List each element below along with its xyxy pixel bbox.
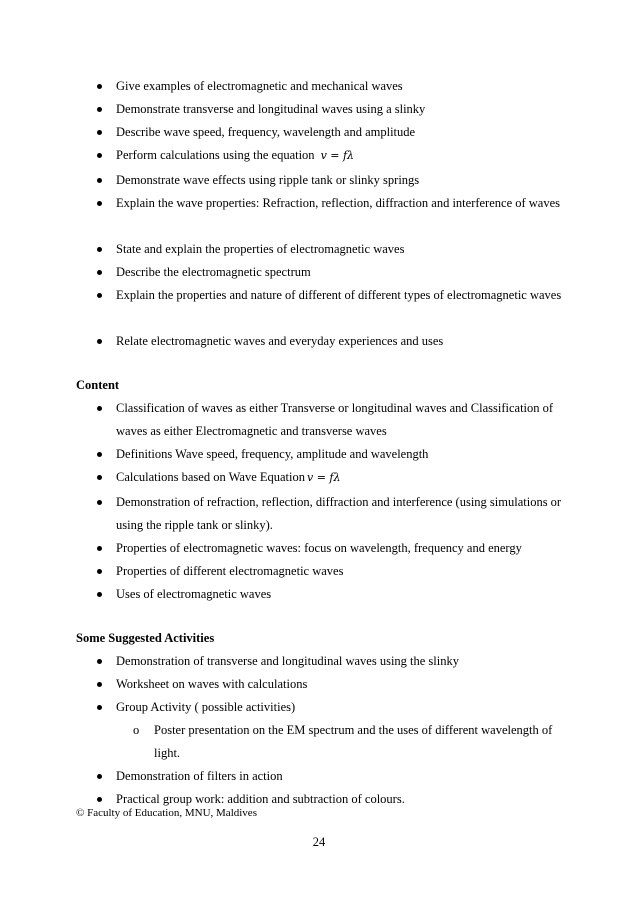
bullet-icon (97, 293, 102, 298)
activities-list (0, 650, 638, 811)
bullet-icon (97, 500, 102, 505)
list-item: State and explain the properties of electromagnetic waves (0, 238, 638, 261)
list-item: Group Activity ( possible activities) (0, 696, 638, 719)
bullet-icon (97, 546, 102, 551)
bullet-icon (97, 270, 102, 275)
list-item: Calculations based on Wave Equation v = fλ (0, 466, 638, 491)
list-item: Demonstration of refraction, reflection, diffraction and interference (using simulations or using the ripple tank or slinky). (0, 491, 638, 537)
list-item: Explain the properties and nature of different of different types of electromagnetic waves (0, 284, 638, 330)
list-item: Describe wave speed, frequency, wavelength and amplitude (0, 121, 638, 144)
wave-equation: v = fλ (307, 471, 341, 484)
bullet-icon (97, 178, 102, 183)
list-item: Classification of waves as either Transverse or longitudinal waves and Classification of waves as either Electromagnetic and transverse waves (0, 397, 638, 443)
list-item: Practical group work: addition and subtraction of colours. (0, 788, 638, 811)
list-item: Demonstration of filters in action (0, 765, 638, 788)
sub-list-item: o Poster presentation on the EM spectrum and the uses of different wavelength of light. (0, 719, 638, 765)
bullet-icon (97, 247, 102, 252)
bullet-icon (97, 452, 102, 457)
bullet-icon (97, 569, 102, 574)
bullet-icon (97, 130, 102, 135)
list-item: Give examples of electromagnetic and mechanical waves (0, 75, 638, 98)
objectives-list (0, 75, 638, 353)
bullet-icon (97, 153, 102, 158)
bullet-icon (97, 797, 102, 802)
copyright-footer: © Faculty of Education, MNU, Maldives (76, 807, 257, 819)
list-item: Demonstration of transverse and longitudinal waves using the slinky (0, 650, 638, 673)
bullet-icon (97, 107, 102, 112)
list-item: Properties of different electromagnetic waves (0, 560, 638, 583)
content-list (0, 397, 638, 606)
list-item: Definitions Wave speed, frequency, amplitude and wavelength (0, 443, 638, 466)
list-item: Explain the wave properties: Refraction, reflection, diffraction and interference of waves (0, 192, 638, 238)
bullet-icon (97, 84, 102, 89)
activities-heading: Some Suggested Activities (76, 631, 215, 645)
list-item: Worksheet on waves with calculations (0, 673, 638, 696)
list-item: Demonstrate wave effects using ripple tank or slinky springs (0, 169, 638, 192)
list-item: Describe the electromagnetic spectrum (0, 261, 638, 284)
sub-bullet-icon: o (133, 723, 140, 737)
bullet-icon (97, 682, 102, 687)
bullet-icon (97, 774, 102, 779)
bullet-icon (97, 705, 102, 710)
bullet-icon (97, 475, 102, 480)
page-number: 24 (312, 835, 326, 849)
list-item: Uses of electromagnetic waves (0, 583, 638, 606)
wave-equation: v = fλ (320, 149, 355, 162)
bullet-icon (97, 592, 102, 597)
list-item: Relate electromagnetic waves and everyday experiences and uses (0, 330, 638, 353)
bullet-icon (97, 339, 102, 344)
list-item: Perform calculations using the equation v = fλ (0, 144, 638, 169)
bullet-icon (97, 406, 102, 411)
bullet-icon (97, 659, 102, 664)
list-item: Properties of electromagnetic waves: focus on wavelength, frequency and energy (0, 537, 638, 560)
list-item: Demonstrate transverse and longitudinal waves using a slinky (0, 98, 638, 121)
bullet-icon (97, 201, 102, 206)
content-heading: Content (76, 378, 120, 392)
